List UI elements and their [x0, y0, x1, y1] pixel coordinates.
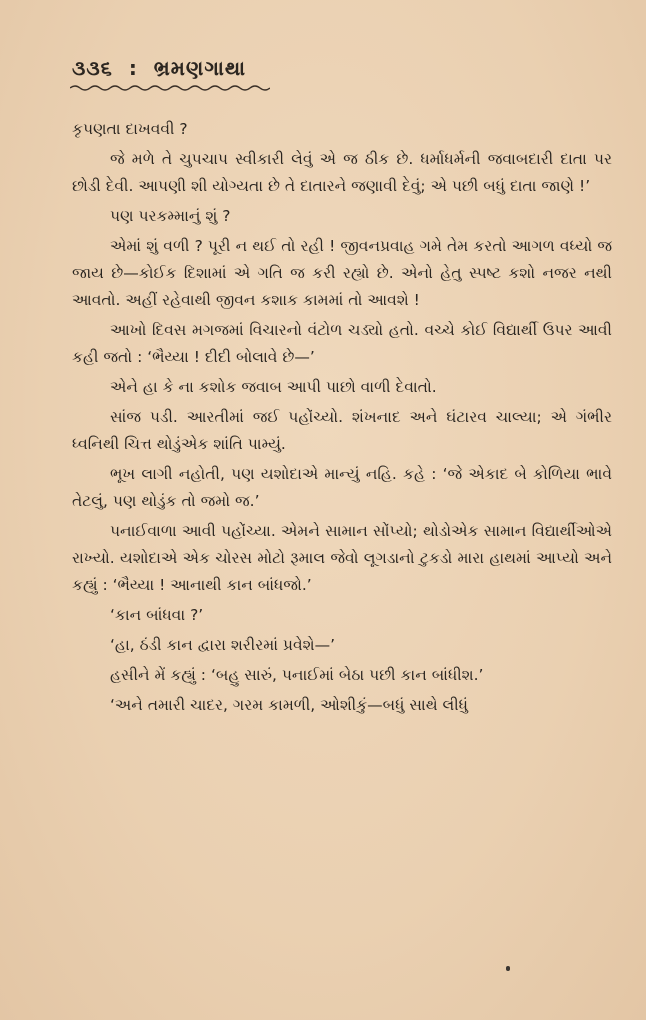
paragraph: ‘કાન બાંધવા ?’: [110, 606, 204, 624]
ink-dot: [506, 966, 510, 971]
header-wavy-rule: [70, 84, 270, 92]
paragraph: એમાં શું વળી ? પૂરી ન થઈ તો રહી ! જીવનપ્રવાહ ગમે તેમ કરતો આગળ વધ્યો જ જાય છે—કોઈક દિશામાં એ ગતિ જ કરી રહ્યો છે. એનો હેતુ સ્પષ્ટ કશો નજર નથી આવતો. અહીં રહેવાથી જીવન કશાક કામમાં તો આવશે !: [72, 237, 612, 309]
paragraph: કૃપણતા દાખવવી ?: [72, 120, 188, 138]
paragraph: હસીને મેં કહ્યું : ‘બહુ સારું, પનાઈમાં બેઠા પછી કાન બાંધીશ.’: [110, 666, 484, 684]
running-title: ભ્રમણગાથા: [153, 56, 247, 80]
paragraph: પણ પરકમ્માનું શું ?: [110, 207, 231, 225]
paragraph: ભૂખ લાગી નહોતી, પણ યશોદાએ માન્યું નહિ. કહે : ‘જે એકાદ બે કોળિયા ભાવે તેટલું, પણ થોડુંક તો જમો જ.’: [72, 465, 612, 510]
page-number: ૩૩૬: [72, 56, 113, 80]
paragraph: એને હા કે ના કશોક જવાબ આપી પાછો વાળી દેવાતો.: [110, 378, 437, 396]
header-separator: :: [128, 56, 138, 80]
page-header: [72, 56, 246, 80]
body-text: [72, 116, 612, 722]
paragraph: આખો દિવસ મગજમાં વિચારનો વંટોળ ચડ્યો હતો. વચ્ચે કોઈ વિદ્યાર્થી ઉપર આવી કહી જતો : ‘ભૈય્યા ! દીદી બોલાવે છે—’: [72, 321, 612, 366]
paragraph: સાંજ પડી. આરતીમાં જઈ પહોંચ્યો. શંખનાદ અને ઘંટારવ ચાલ્યા; એ ગંભીર ધ્વનિથી ચિત્ત થોડુંએક શાંતિ પામ્યું.: [72, 408, 612, 453]
paragraph: ‘હા, ઠંડી કાન દ્વારા શરીરમાં પ્રવેશે—’: [110, 636, 336, 654]
paragraph: ‘અને તમારી ચાદર, ગરમ કામળી, ઓશીકું—બધું સાથે લીધું: [110, 696, 468, 714]
paragraph: પનાઈવાળા આવી પહોંચ્યા. એમને સામાન સોંપ્યો; થોડોએક સામાન વિદ્યાર્થીઓએ રાખ્યો. યશોદાએ એક ચોરસ મોટો રૂમાલ જેવો લૂગડાનો ટુકડો મારા હાથમાં આપ્યો અને કહ્યું : ‘ભૈય્યા ! આનાથી કાન બાંધજો.’: [72, 522, 612, 594]
paragraph: જે મળે તે ચુપચાપ સ્વીકારી લેવું એ જ ઠીક છે. ધર્માધર્મની જવાબદારી દાતા પર છોડી દેવી. આપણી શી યોગ્યતા છે તે દાતારને જણાવી દેવું; એ પછી બધું દાતા જાણે !’: [72, 150, 612, 195]
